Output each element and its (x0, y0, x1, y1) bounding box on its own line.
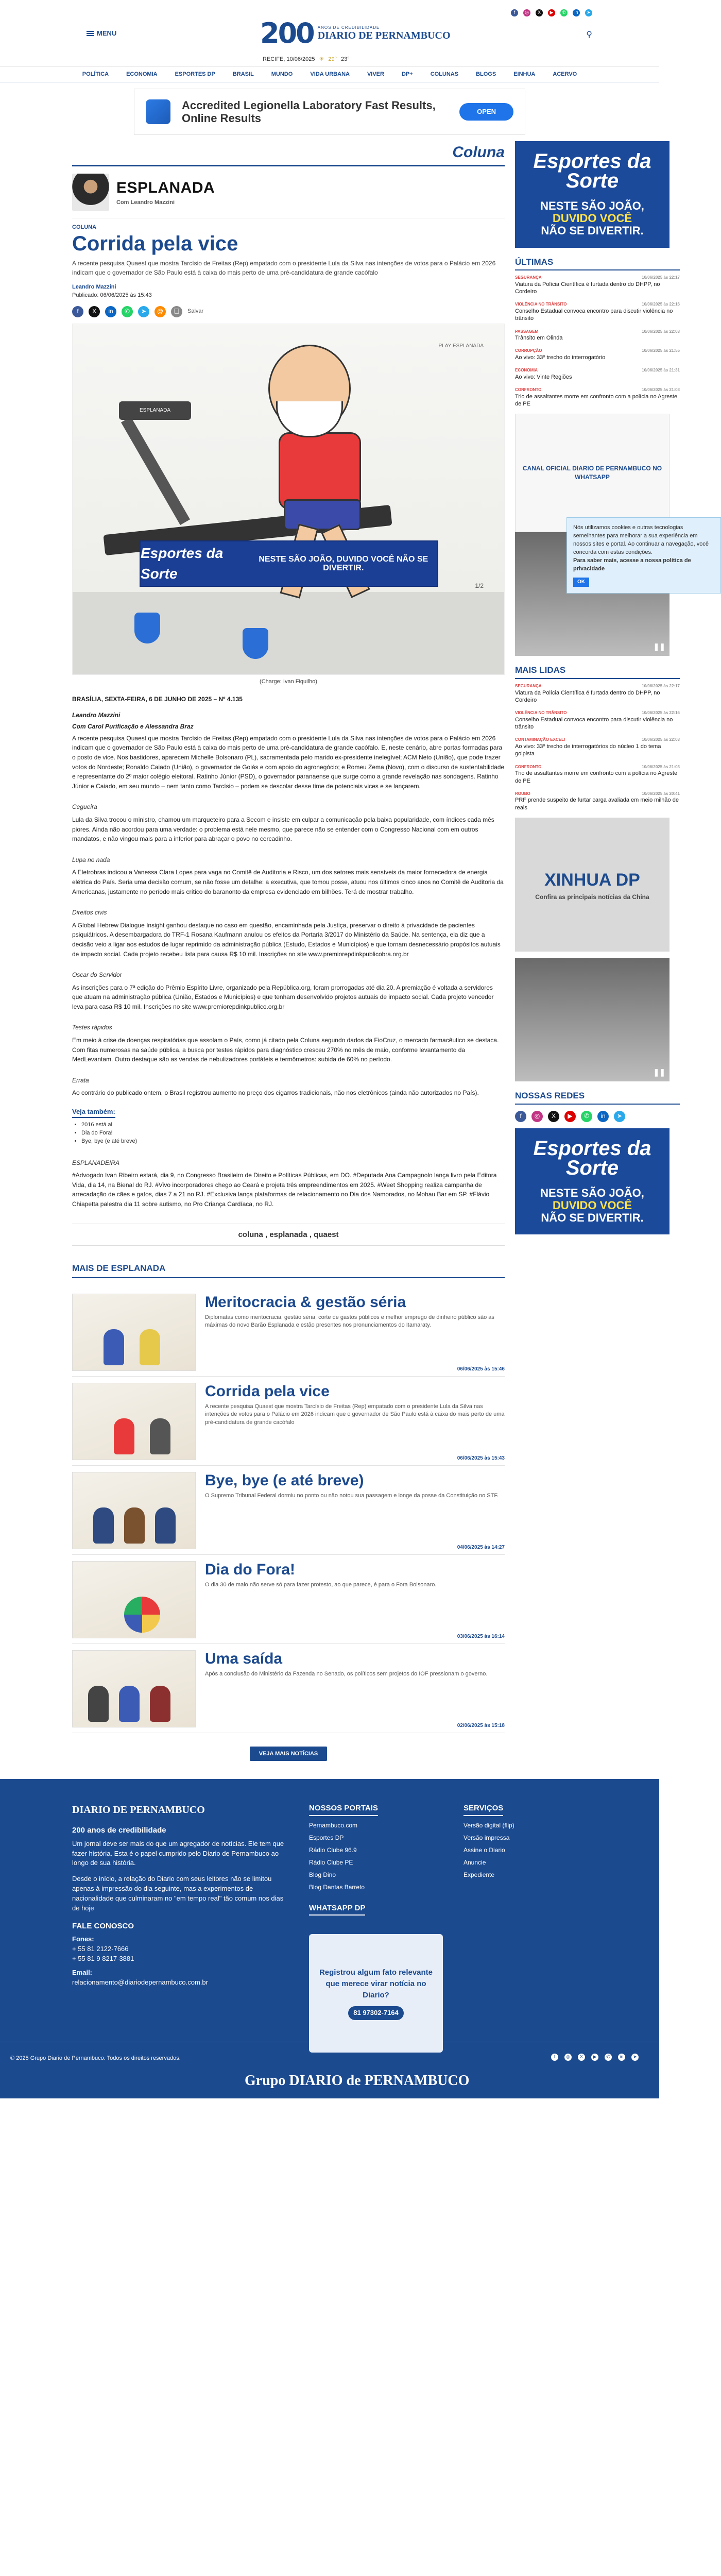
more-list-item[interactable] (72, 1466, 505, 1555)
item-time: 10/06/2025 às 21:55 (642, 348, 680, 353)
body-paragraph: Ao contrário do publicado ontem, o Brasil registrou aumento no preço dos cigarros tradicionais, não nos eletrônicos (ainda não autorizados no País). (72, 1089, 479, 1097)
most-read-item[interactable] (515, 683, 680, 704)
pause-icon[interactable]: ❚❚ (653, 1067, 665, 1076)
body-dateline: BRASÍLIA, SEXTA-FEIRA, 6 DE JUNHO DE 2025 – Nº 4.135 (72, 696, 243, 703)
thumb-figure (150, 1418, 170, 1454)
weather-high: 29° (328, 56, 337, 62)
whatsapp-channel-ad[interactable]: CANAL OFICIAL DIARIO DE PERNAMBUCO NO WHATSAPP (515, 414, 670, 532)
slogan-line: NÃO SE DIVERTIR. (541, 1211, 644, 1225)
item-time: 10/06/2025 às 22:17 (642, 275, 680, 280)
item-title[interactable]: PRF prende suspeito de furtar carga avaliada em meio milhão de reais (515, 797, 679, 811)
more-title: MAIS DE ESPLANADA (72, 1262, 505, 1278)
article-kicker[interactable]: COLUNA (72, 224, 97, 230)
body-paragraph: Em meio à crise de doenças respiratórias que assolam o País, como já citado pela Coluna segundo dados da FioCruz, o mercado farmacêutico se destaca. Com fitas numerosas na saúde pública, a busca por testes rápidos para diagnóstico cresceu 270% no mês de maio, conforme levantamento da MedLevantam. Outro destaque são as vendas de nebulizadores portáteis e termômetros: subida de 60% no período. (72, 1037, 499, 1063)
sidebar-ad-brand: Esportes da Sorte (533, 150, 651, 192)
body-paragraph: A recente pesquisa Quaest que mostra Tarcísio de Freitas (Rep) empatado com o presidente Lula da Silva nas intenções de votos para o Palácio em 2026 indicam que o governador de São Paulo está à caixa do mais perto de uma pré-candidatura de grande cacófalo. E, neste cenário, abre portas formadas para o posto de vice. Nos bastidores, aparecem Michelle Bolsonaro (PL), sacramentada pelo marido ex-presidente inelegível; ACM Neto (União), que pode trazer votos do Nordeste; Ronaldo Caiado (União), o governador de Goiás e com apoio do agronegócio; e Romeu Zema (Novo), com o discurso de sustentabilidade e representante do 2º maior colégio eleitoral. Ratinho Júnior (PSD), o governador paranaense que surge como a grande revelação nas sondagens. Ratinho Júnior e Caiado, em seu mundo – nem tanto como Tarcísio – podem se descolar desse time de potenciais vices e se lançarem. (72, 734, 505, 790)
copyright: © 2025 Grupo Diario de Pernambuco. Todos os direitos reservados. (10, 2055, 181, 2061)
logo-number: 200 (260, 17, 314, 49)
article-byline[interactable]: Leandro Mazzini (72, 284, 116, 291)
most-read-item[interactable] (515, 764, 680, 785)
portals-heading: NOSSOS PORTAIS (309, 1803, 378, 1816)
portal-link[interactable]: Rádio Clube 96.9 (309, 1846, 357, 1854)
fan-figure (134, 613, 160, 643)
carousel-counter[interactable]: 1/2 (475, 582, 484, 590)
more-headline[interactable]: Meritocracia & gestão séria (205, 1294, 406, 1311)
more-from-column (72, 1262, 505, 1758)
footer-bottom (0, 2042, 659, 2098)
runner-shorts (284, 499, 361, 530)
bookmark-icon[interactable]: ❏ (171, 306, 182, 317)
runner-shirt (279, 432, 361, 510)
service-link[interactable]: Assine o Diario (464, 1846, 505, 1854)
telegram-icon[interactable]: ➤ (585, 9, 592, 16)
x-icon[interactable]: X (578, 2054, 585, 2061)
cartoon-ad-overlay[interactable] (140, 540, 438, 587)
cookie-banner (566, 517, 721, 594)
latest-item[interactable] (515, 301, 680, 322)
see-also-title: Veja também: (72, 1107, 115, 1118)
instagram-icon[interactable]: ◎ (523, 9, 530, 16)
footer-logo[interactable]: DIARIO DE PERNAMBUCO (72, 1804, 205, 1816)
item-time: 10/06/2025 às 22:16 (642, 710, 680, 716)
service-link[interactable]: Expediente (464, 1871, 495, 1878)
sidebar-ad-2[interactable] (515, 1128, 670, 1235)
whatsapp-icon[interactable]: ✆ (560, 9, 568, 16)
whatsapp-icon[interactable]: ✆ (581, 1111, 592, 1122)
main-column (72, 141, 505, 1758)
item-time: 10/06/2025 às 21:03 (642, 387, 680, 393)
thumb-figure (140, 1329, 160, 1365)
ad-logo-icon (146, 99, 170, 124)
xinhua-sub: Confira as principais notícias da China (535, 893, 649, 901)
item-title[interactable]: Conselho Estadual convoca encontro para discutir violência no trânsito (515, 716, 673, 731)
item-title[interactable]: Trio de assaltantes morre em confronto com a polícia no Agreste de PE (515, 770, 678, 784)
item-category: CONFRONTO (515, 764, 542, 769)
body-paragraph: As inscrições para o 7ª edição do Prêmio Espírito Livre, organizado pela República.org, foram prorrogadas até dia 20. A premiação é voltada a servidores que atuam na administração pública (União, Estados e Municípios) e que tenham desenvolvido projetos autuais de impacto social. Cada projeto vencedor leva para casa R$ 10 mil. Inscrições no site www.premiorepdinkpublico.org.br (72, 984, 494, 1010)
item-category: SEGURANÇA (515, 684, 542, 689)
more-thumb[interactable] (72, 1383, 196, 1460)
nav-item[interactable]: ESPORTES DP (175, 71, 215, 77)
more-news-button[interactable]: VEJA MAIS NOTÍCIAS (250, 1747, 328, 1761)
footer-text: Um jornal deve ser mais do que um agregador de notícias. Ele tem que fazer história. Esta é o papel cumprido pelo Diario de Pernambuco ao longo de sua história. (72, 1839, 284, 1867)
share-email-icon[interactable]: @ (154, 306, 166, 317)
x-icon[interactable]: X (536, 9, 543, 16)
cartoon-ad-brand: Esportes da Sorte (141, 545, 224, 582)
portal-link[interactable]: Blog Dino (309, 1871, 336, 1878)
cartoon-caption: (Charge: Ivan Fiquilho) (260, 679, 317, 685)
body-section-title: ESPLANADEIRA (72, 1159, 120, 1166)
more-headline[interactable]: Corrida pela vice (205, 1383, 330, 1400)
item-time: 10/06/2025 às 21:03 (642, 764, 680, 769)
more-news-wrap (72, 1749, 505, 1758)
telegram-icon[interactable]: ➤ (631, 2054, 639, 2061)
nav-item[interactable]: MUNDO (271, 71, 293, 77)
more-date: 04/06/2025 às 14:27 (457, 1544, 505, 1550)
wheel-figure (124, 1597, 160, 1633)
more-list-item[interactable] (72, 1377, 505, 1466)
body-paragraph: Lula da Silva trocou o ministro, chamou um marqueteiro para a Secom e insiste em culpar a comunicação pela baixa popularidade, com índices cada mês piores. Ainda não acordou para uma verdade: o problema está nele mesmo, que parece não se entender com o Congresso Nacional com em outros mandatos, e não vingou mais para a inferior para abraçar o povo no cercadinho. (72, 816, 494, 843)
pause-icon[interactable]: ❚❚ (653, 642, 665, 651)
slogan-line: DUVIDO VOCÊ (552, 212, 632, 225)
latest-item[interactable] (515, 275, 680, 295)
xinhua-title: XINHUA DP (544, 870, 640, 890)
body-paragraph: A Global Hebrew Dialogue Insight ganhou destaque no caso em questão, encaminhada pela Justiça, preservar o direito à privacidade de pacientes psiquiátricos. A desembargadora do TRF-1 Rosana Kaufmann anulou os efeitos da Portaria 3/2017 do Ministério da Saúde. Na sentença, ela diz que a decisão veio a ligar aos estudos de lugar reprimido da administração pública (Estudo, Estados e Municípios) e que tornam desnecessário propósitos autuais de impacto social. Cada projeto recebeu lista para causa R$ 10 mil. Inscrições no site www.premiorepdinkpublicobra.org.br (72, 921, 501, 958)
item-category: PASSAGEM (515, 329, 539, 334)
weather-low: 23° (341, 56, 350, 62)
youtube-icon[interactable]: ▶ (564, 1111, 576, 1122)
item-category: CORRUPÇÃO (515, 348, 542, 353)
city-date-text: RECIFE, 10/06/2025 (263, 56, 315, 62)
item-time: 10/06/2025 às 22:17 (642, 684, 680, 689)
fan-figure (243, 628, 268, 659)
item-time: 10/06/2025 às 21:31 (642, 368, 680, 373)
sidebar-ad-brand: Esportes da Sorte (533, 1137, 651, 1179)
more-headline[interactable]: Dia do Fora! (205, 1561, 296, 1579)
article-published: Publicado: 06/06/2025 às 15:43 (72, 292, 152, 299)
more-thumb[interactable] (72, 1472, 196, 1549)
service-link[interactable]: Anuncie (464, 1858, 486, 1866)
thumb-figure (104, 1329, 124, 1365)
author-sub: Com Leandro Mazzini (116, 199, 175, 206)
share-whatsapp-icon[interactable]: ✆ (122, 306, 133, 317)
sidebar (515, 141, 680, 1234)
latest-title: ÚLTIMAS (515, 256, 680, 271)
item-category: CONTAMINAÇÃO EXCEL! (515, 737, 565, 742)
body-section-title: Errata (72, 1076, 89, 1084)
body-section-title: Oscar do Servidor (72, 971, 122, 979)
thumb-figure (119, 1686, 140, 1722)
services-heading: SERVIÇOS (464, 1803, 503, 1816)
body-paragraph: A Eletrobras indicou a Vanessa Clara Lopes para vaga no Comitê de Auditoria e Risco, um dos setores mais sensíveis da maior fornecedora de energia elétrica do País. Seria uma decisão comum, se não fosse um detalhe: a executiva, que tomou posse, atuou nos últimos cinco anos no Comitê de Auditoria da Americanas, justamente no período mais crítico do baranonto da empresa evidenciado em bilhões. Terá de mostrar trabalho. (72, 869, 504, 895)
city-date (263, 56, 350, 64)
item-category: SEGURANÇA (515, 275, 542, 280)
more-desc: O Supremo Tribunal Federal dormiu no ponto ou não notou sua passagem e longe da posse da Constituição no STF. (205, 1493, 499, 1499)
more-desc: Diplomatas como meritocracia, gestão séria, corte de gastos públicos e melhor emprego de dinheiro público são as máximas do novo Barão Esplanada e estão presentes nos pronunciamentos do Itamaraty. (205, 1314, 494, 1329)
footer-heading: 200 anos de credibilidade (72, 1825, 166, 1835)
site-header (0, 0, 659, 67)
most-read-item[interactable] (515, 710, 680, 731)
item-time: 10/06/2025 às 22:03 (642, 329, 680, 334)
thumb-figure (114, 1418, 134, 1454)
site-footer (0, 1779, 659, 2098)
cartoon-ad-slogan: NESTE SÃO JOÃO, DUVIDO VOCÊ NÃO SE DIVERTIR. (259, 554, 428, 573)
thumb-figure (155, 1507, 176, 1544)
contact-heading: FALE CONOSCO (72, 1921, 134, 1930)
more-desc: A recente pesquisa Quaest que mostra Tarcísio de Freitas (Rep) empatado com o presidente Lula da Silva nas intenções de votos para o Palácio em 2026 indicam que o governador de São Paulo está à caixa do mais perto de uma pré-candidatura de grande cacófalo (205, 1403, 505, 1426)
more-list-item[interactable] (72, 1287, 505, 1377)
service-link[interactable]: Versão impressa (464, 1834, 510, 1841)
share-x-icon[interactable]: X (89, 306, 100, 317)
sidebar-social (515, 1111, 680, 1122)
nav-item[interactable]: VIVER (367, 71, 384, 77)
nav-item[interactable]: ECONOMIA (126, 71, 158, 77)
save-label[interactable]: Salvar (187, 308, 204, 315)
cookie-policy-link[interactable]: Para saber mais, acesse a nossa política de privacidade (573, 557, 691, 572)
cartoon-signature: PLAY ESPLANADA (438, 343, 484, 349)
phone-number[interactable]: + 55 81 2122-7666 (72, 1945, 129, 1953)
search-icon[interactable]: ⚲ (586, 30, 592, 39)
menu-button[interactable] (87, 29, 116, 39)
phone-label: Fones: (72, 1935, 94, 1943)
cookie-ok-button[interactable]: OK (573, 578, 589, 587)
more-date: 06/06/2025 às 15:46 (457, 1366, 505, 1372)
nav-item[interactable]: COLUNAS (430, 71, 459, 77)
hamburger-icon (87, 31, 94, 36)
social-title: NOSSAS REDES (515, 1090, 680, 1105)
body-section-title: Lupa no nada (72, 856, 110, 863)
more-thumb[interactable] (72, 1561, 196, 1638)
treadmill-console: ESPLANADA (119, 401, 191, 420)
footer-text: Desde o início, a relação do Diario com seus leitores não se limitou apenas à impressão do dia seguinte, mas a experimentos de nacionalidade que culminaram no "em tempo real" tão comum nos dias de hoje (72, 1875, 284, 1912)
sidebar-ad-slogan (520, 1187, 664, 1225)
item-title[interactable]: Trio de assaltantes morre em confronto com a polícia no Agreste de PE (515, 393, 678, 408)
nav-item[interactable]: DP+ (401, 71, 413, 77)
more-list-item[interactable] (72, 1644, 505, 1733)
author-photo (72, 174, 109, 211)
item-category: VIOLÊNCIA NO TRÂNSITO (515, 710, 567, 716)
portal-link[interactable]: Esportes DP (309, 1834, 344, 1841)
article-body (72, 694, 505, 1209)
item-title[interactable]: Ao vivo: Vinte Regiões (515, 374, 572, 380)
portal-link[interactable]: Pernambuco.com (309, 1821, 358, 1829)
author-name[interactable]: ESPLANADA (116, 179, 215, 196)
nav-item[interactable]: BRASIL (232, 71, 254, 77)
email-label: Email: (72, 1968, 93, 1976)
nav-item[interactable]: EINHUA (513, 71, 536, 77)
latest-item[interactable] (515, 329, 680, 342)
facebook-icon[interactable]: f (515, 1111, 526, 1122)
nav-item[interactable]: VIDA URBANA (310, 71, 350, 77)
article-headline: Corrida pela vice (72, 232, 238, 256)
whatsapp-icon[interactable]: ✆ (605, 2054, 612, 2061)
item-category: ECONOMIA (515, 368, 538, 373)
most-read-item[interactable] (515, 791, 680, 811)
more-date: 06/06/2025 às 15:43 (457, 1455, 505, 1461)
footer-brand[interactable]: Grupo DIARIO de PERNAMBUCO (245, 2072, 470, 2089)
youtube-icon[interactable]: ▶ (591, 2054, 598, 2061)
body-section-title: Testes rápidos (72, 1024, 112, 1031)
column-bar (72, 141, 505, 166)
thumb-figure (124, 1507, 145, 1544)
video-player-2[interactable] (515, 958, 670, 1081)
sidebar-ad-slogan (520, 200, 664, 238)
item-category: ROUBO (515, 791, 530, 796)
item-title[interactable]: Ao vivo: 33º trecho do interrogatório (515, 354, 606, 361)
more-date: 02/06/2025 às 15:18 (457, 1722, 505, 1728)
linkedin-icon[interactable]: in (573, 9, 580, 16)
body-section-title: Cegueira (72, 803, 97, 811)
ad-open-button[interactable]: OPEN (459, 103, 513, 121)
telegram-icon[interactable]: ➤ (614, 1111, 625, 1122)
see-also-link[interactable]: • 2016 está ai (81, 1121, 505, 1129)
more-desc: Após a conclusão do Ministério da Fazenda no Senado, os políticos sem projetos do IOF pressionam o governo. (205, 1671, 488, 1677)
body-author: Leandro Mazzini (72, 711, 121, 719)
content-wrap (72, 141, 709, 1758)
latest-item[interactable] (515, 367, 680, 381)
item-time: 10/06/2025 às 22:03 (642, 737, 680, 742)
xinhua-banner[interactable] (515, 818, 670, 952)
item-title[interactable]: Viatura da Polícia Científica é furtada dentro do DHPP, no Cordeiro (515, 689, 660, 703)
weather-sun-icon: ☀ (319, 56, 324, 62)
ad-banner[interactable] (134, 89, 525, 135)
share-facebook-icon[interactable]: f (72, 306, 83, 317)
more-headline[interactable]: Bye, bye (e até breve) (205, 1472, 364, 1489)
body-paragraph: #Advogado Ivan Ribeiro estará, dia 9, no Congresso Brasileiro de Direito e Políticas Públicas, em DO. #Deputada Ana Campagnolo lança livro pela Editora Vida, dia 14, na Bienal do RJ. #Vivo incorporadores chego ao Ceará e projeta três empreendimentos em 2025. #Weet Shopping realiza campanha de arrecadação de cães e gatos, dias 7 a 21 no RJ. #Exclusiva lança plataformas de relacionamento no Dia dos Namorados, no Mohau Bar em SP. #Flávio Chiapetta palestra dia 11 sobre autismo, no Pro Criança Cardíaca, no RJ. (72, 1172, 497, 1208)
more-thumb[interactable] (72, 1650, 196, 1727)
more-desc: O dia 30 de maio não serve só para fazer protesto, ao que parece, é para o Fora Bolsonaro. (205, 1582, 437, 1588)
thumb-figure (88, 1686, 109, 1722)
portal-link[interactable]: Rádio Clube PE (309, 1858, 353, 1866)
whatsapp-heading: WHATSAPP DP (309, 1903, 365, 1916)
footer-social (551, 2054, 639, 2061)
column-label: Coluna (452, 144, 505, 161)
thumb-figure (150, 1686, 170, 1722)
more-list-item[interactable] (72, 1555, 505, 1644)
nav-item[interactable]: BLOGS (476, 71, 496, 77)
item-title[interactable]: Conselho Estadual convoca encontro para discutir violência no trânsito (515, 308, 673, 322)
x-icon[interactable]: X (548, 1111, 559, 1122)
site-logo[interactable] (260, 17, 451, 49)
linkedin-icon[interactable]: in (597, 1111, 609, 1122)
more-thumb[interactable] (72, 1294, 196, 1371)
item-title[interactable]: Ao vivo: 33º trecho de interrogatórios do núcleo 1 do tema golpista (515, 743, 661, 757)
ad-title: Accredited Legionella Laboratory Fast Results, Online Results (182, 98, 436, 125)
share-linkedin-icon[interactable]: in (105, 306, 116, 317)
phone-number[interactable]: + 55 81 9 8217-3881 (72, 1955, 134, 1963)
most-read-title: MAIS LIDAS (515, 664, 680, 679)
logo-name: DIARIO DE PERNAMBUCO (317, 29, 451, 41)
whatsapp-promo[interactable] (309, 1934, 443, 2053)
item-time: 10/06/2025 às 22:16 (642, 302, 680, 307)
whatsapp-promo-text: Registrou algum fato relevante que merece virar notícia no Diario? (319, 1968, 433, 1999)
cookie-text: Nós utilizamos cookies e outras tecnologias semelhantes para melhorar a sua experiência em nossos sites e portal. Ao continuar a navegação, você concorda com estas condições. (573, 524, 709, 555)
more-headline[interactable]: Uma saída (205, 1650, 283, 1668)
header-social (511, 9, 592, 16)
main-nav (0, 67, 659, 82)
whatsapp-number[interactable]: 81 97302-7164 (348, 2006, 403, 2020)
latest-item[interactable] (515, 387, 680, 408)
body-collab: Com Carol Purificação e Alessandra Braz (72, 723, 194, 731)
instagram-icon[interactable]: ◎ (531, 1111, 543, 1122)
item-time: 10/06/2025 às 20:41 (642, 791, 680, 796)
item-title[interactable]: Viatura da Polícia Científica é furtada dentro do DHPP, no Cordeiro (515, 281, 660, 295)
email-link[interactable]: relacionamento@diariodepernambuco.com.br (72, 1978, 208, 1986)
share-bar (72, 306, 505, 317)
slogan-line: NÃO SE DIVERTIR. (541, 224, 644, 238)
see-also-box (72, 1107, 505, 1146)
thumb-figure (93, 1507, 114, 1544)
latest-item[interactable] (515, 348, 680, 361)
item-title[interactable]: Trânsito em Olinda (515, 335, 563, 342)
item-category: CONFRONTO (515, 387, 542, 393)
facebook-icon[interactable]: f (511, 9, 518, 16)
instagram-icon[interactable]: ◎ (564, 2054, 572, 2061)
linkedin-icon[interactable]: in (618, 2054, 625, 2061)
more-date: 03/06/2025 às 16:14 (457, 1633, 505, 1639)
nav-item[interactable]: POLÍTICA (82, 71, 109, 77)
logo-years: ANOS DE CREDIBILIDADE (317, 25, 380, 30)
sidebar-ad[interactable] (515, 141, 670, 248)
facebook-icon[interactable]: f (551, 2054, 558, 2061)
body-section-title: Direitos civis (72, 909, 107, 917)
most-read-item[interactable] (515, 737, 680, 757)
see-also-link[interactable]: • Bye, bye (e até breve) (81, 1138, 505, 1146)
see-also-link[interactable]: • Dia do Fora! (81, 1129, 505, 1138)
portal-link[interactable]: Blog Dantas Barreto (309, 1883, 365, 1891)
cartoon-image[interactable] (72, 324, 505, 675)
author-block (72, 174, 505, 218)
article-tags[interactable]: coluna , esplanada , quaest (72, 1224, 505, 1246)
slogan-line: NESTE SÃO JOÃO, (540, 1186, 644, 1199)
slogan-line: DUVIDO VOCÊ (552, 1198, 632, 1212)
share-telegram-icon[interactable]: ➤ (138, 306, 149, 317)
slogan-line: NESTE SÃO JOÃO, (540, 199, 644, 212)
most-read-list (515, 683, 680, 811)
article-lede: A recente pesquisa Quaest que mostra Tarcísio de Freitas (Rep) empatado com o presidente Lula da Silva nas intenções de votos para o Palácio em 2026 indicam que o governador de São Paulo está à caixa do mais perto de uma pré-candidatura de grande cacófalo (72, 260, 496, 276)
latest-list (515, 275, 680, 408)
youtube-icon[interactable]: ▶ (548, 9, 555, 16)
menu-label: MENU (97, 29, 117, 37)
service-link[interactable]: Versão digital (flip) (464, 1821, 514, 1829)
nav-item[interactable]: ACERVO (553, 71, 577, 77)
item-category: VIOLÊNCIA NO TRÂNSITO (515, 302, 567, 307)
